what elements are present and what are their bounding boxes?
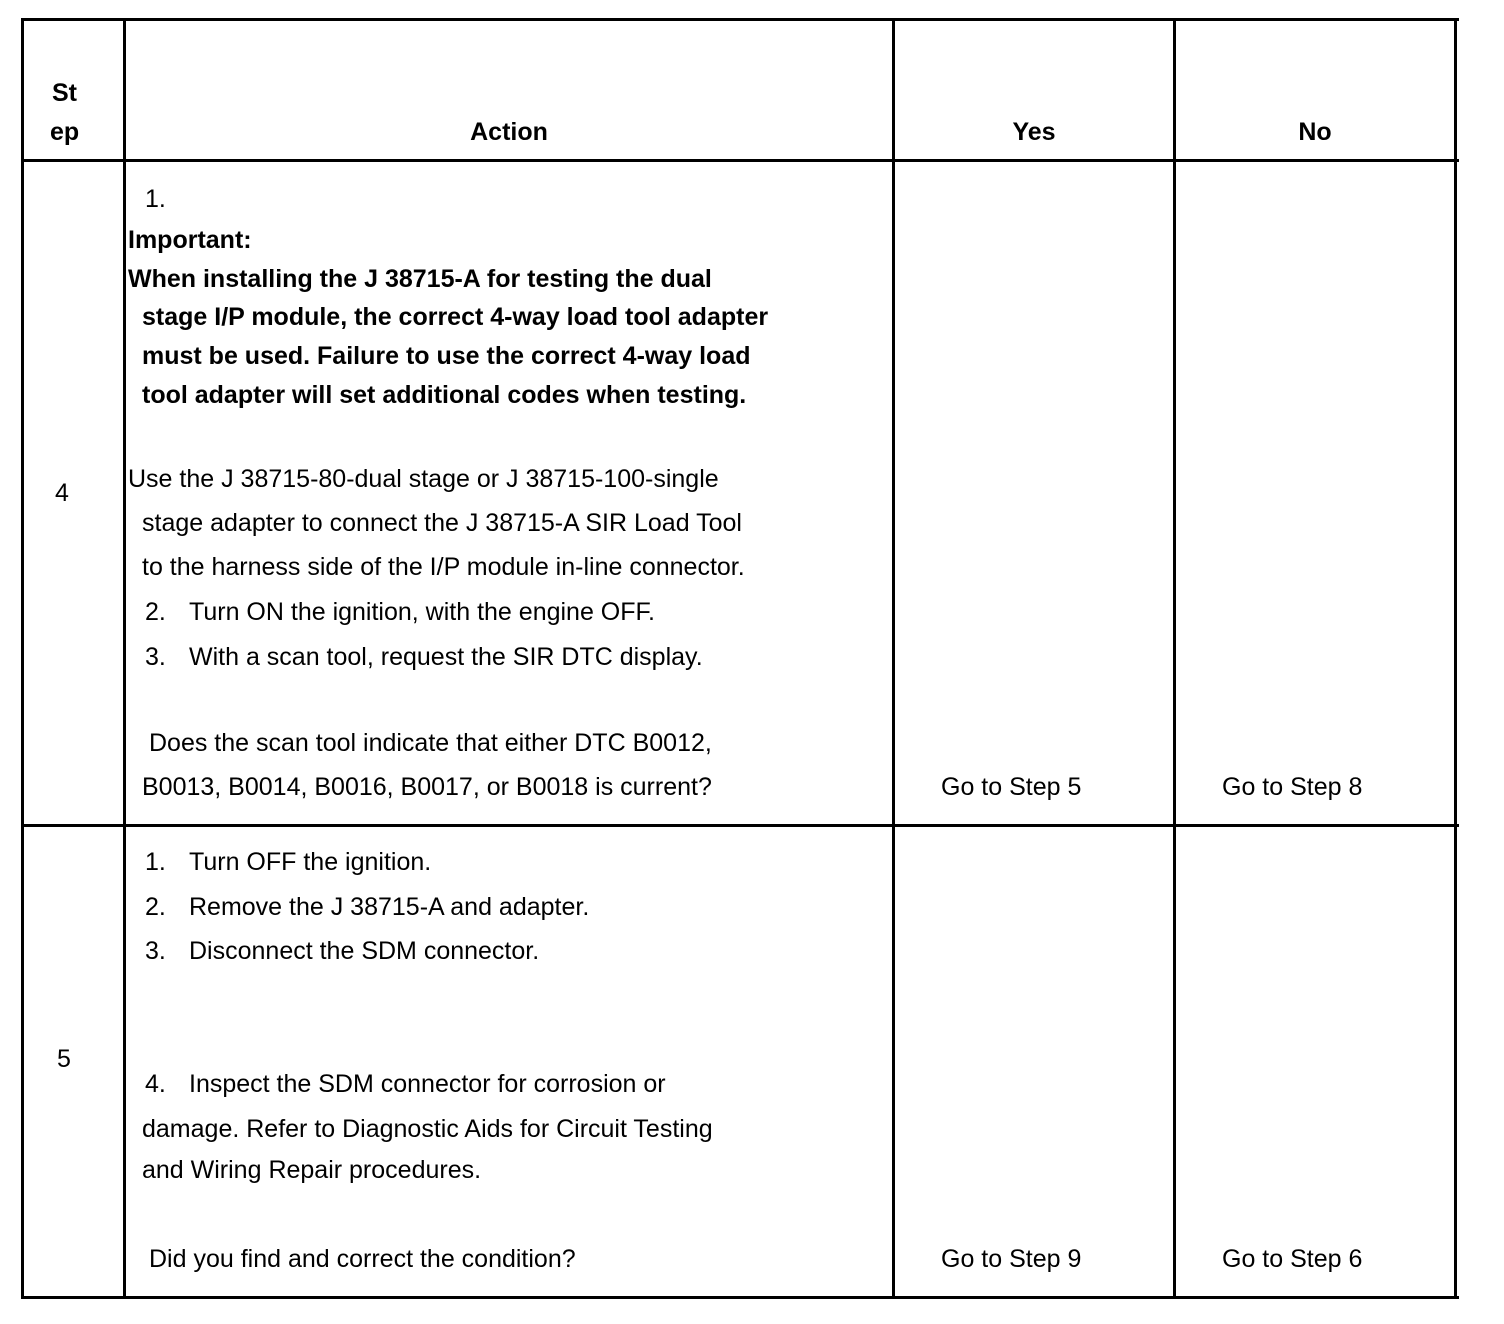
header-step-line2: ep	[50, 118, 80, 146]
header-no: No	[1298, 118, 1332, 146]
row5-step4-1: Inspect the SDM connector for corrosion or	[189, 1070, 666, 1098]
step-number-4: 4	[55, 479, 69, 507]
header-step-line1: St	[52, 79, 77, 107]
important-label: Important:	[128, 226, 252, 254]
step-number-5: 5	[57, 1045, 71, 1073]
row4-num3: 3.	[145, 643, 166, 671]
row5-num4: 4.	[145, 1070, 166, 1098]
table-border-bottom	[21, 1296, 1459, 1299]
use-text-1: Use the J 38715-80-dual stage or J 38715-100-single	[128, 465, 719, 493]
use-text-3: to the harness side of the I/P module in-line connector.	[142, 553, 745, 581]
table-border-right	[1454, 18, 1457, 1299]
row4-question-2: B0013, B0014, B0016, B0017, or B0018 is current?	[142, 773, 712, 801]
row5-question: Did you find and correct the condition?	[149, 1245, 576, 1273]
row5-step4-3: and Wiring Repair procedures.	[142, 1156, 482, 1184]
important-text-2: stage I/P module, the correct 4-way load tool adapter	[142, 303, 769, 331]
header-yes: Yes	[1012, 118, 1056, 146]
header-action: Action	[470, 118, 548, 146]
use-text-2: stage adapter to connect the J 38715-A SIR Load Tool	[142, 509, 742, 537]
row-divider	[21, 824, 1459, 827]
important-text-3: must be used. Failure to use the correct 4-way load	[142, 342, 751, 370]
table-border-top	[21, 18, 1459, 21]
row5-step3: Disconnect the SDM connector.	[189, 937, 540, 965]
row4-question-1: Does the scan tool indicate that either DTC B0012,	[149, 729, 712, 757]
row5-num1: 1.	[145, 848, 166, 876]
important-text-1: When installing the J 38715-A for testing the dual	[128, 265, 712, 293]
row4-step3: With a scan tool, request the SIR DTC display.	[189, 643, 703, 671]
header-divider	[21, 159, 1459, 162]
column-divider-action	[892, 18, 895, 1299]
table-border-left	[21, 18, 24, 1299]
column-divider-step	[123, 18, 126, 1299]
important-text-4: tool adapter will set additional codes when testing.	[142, 381, 747, 409]
column-divider-yes	[1173, 18, 1176, 1299]
row5-step1: Turn OFF the ignition.	[189, 848, 432, 876]
row5-num3: 3.	[145, 937, 166, 965]
row4-num1: 1.	[145, 185, 166, 213]
row5-step4-2: damage. Refer to Diagnostic Aids for Circuit Testing	[142, 1115, 713, 1143]
row4-yes: Go to Step 5	[941, 773, 1082, 801]
row5-num2: 2.	[145, 893, 166, 921]
row4-step2: Turn ON the ignition, with the engine OFF.	[189, 598, 655, 626]
row5-yes: Go to Step 9	[941, 1245, 1082, 1273]
row5-no: Go to Step 6	[1222, 1245, 1363, 1273]
row4-no: Go to Step 8	[1222, 773, 1363, 801]
row4-num2: 2.	[145, 598, 166, 626]
row5-step2: Remove the J 38715-A and adapter.	[189, 893, 590, 921]
